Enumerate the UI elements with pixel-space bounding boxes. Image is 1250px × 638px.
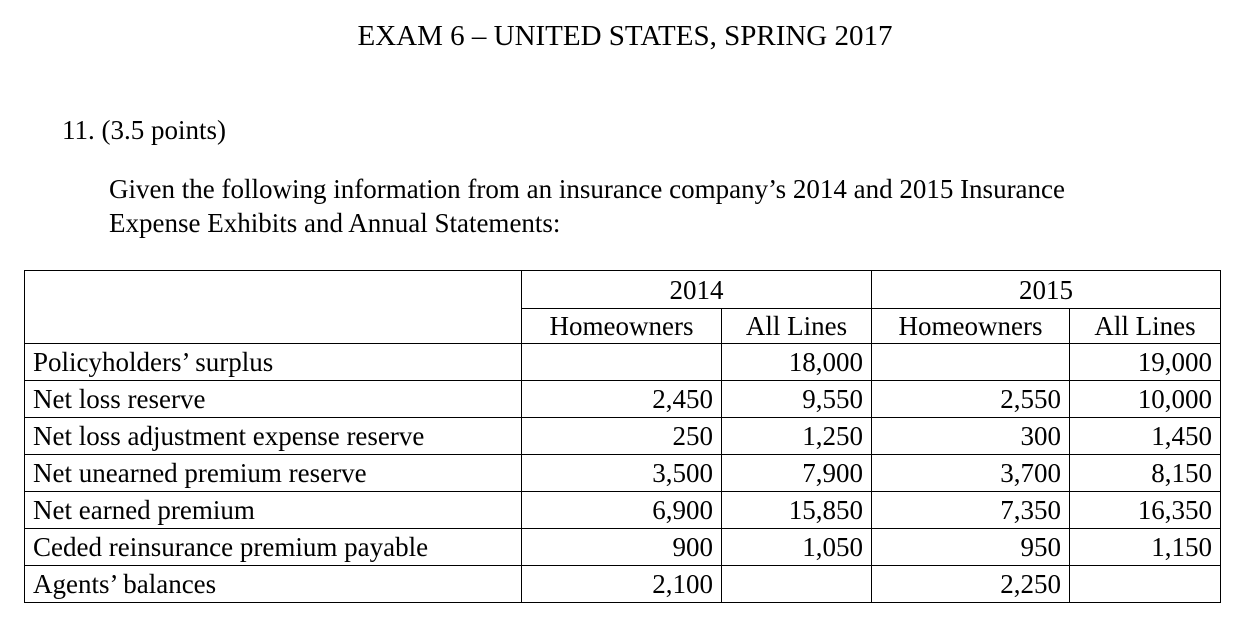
cell-value: 3,500 <box>522 455 722 492</box>
cell-value <box>1070 566 1221 603</box>
table-corner-cell <box>25 271 522 344</box>
cell-value: 250 <box>522 418 722 455</box>
cell-value: 9,550 <box>722 381 872 418</box>
table-row <box>25 344 1221 381</box>
cell-value: 7,350 <box>872 492 1070 529</box>
cell-value: 2,550 <box>872 381 1070 418</box>
row-label: Net loss adjustment expense reserve <box>25 418 522 455</box>
question-number: 11. (3.5 points) <box>62 115 226 145</box>
cell-value <box>722 566 872 603</box>
intro-line-1: Given the following information from an insurance company’s 2014 and 2015 Insurance <box>109 174 1066 204</box>
cell-value: 2,100 <box>522 566 722 603</box>
row-label: Ceded reinsurance premium payable <box>25 529 522 566</box>
subheader-homeowners-2015: Homeowners <box>872 309 1070 344</box>
cell-value: 8,150 <box>1070 455 1221 492</box>
cell-value: 3,700 <box>872 455 1070 492</box>
row-label: Agents’ balances <box>25 566 522 603</box>
cell-value: 1,050 <box>722 529 872 566</box>
table-year-header-row <box>25 271 1221 309</box>
cell-value: 950 <box>872 529 1070 566</box>
question-intro <box>109 172 1209 240</box>
cell-value: 6,900 <box>522 492 722 529</box>
exhibit-table <box>24 270 1221 603</box>
row-label: Net earned premium <box>25 492 522 529</box>
table-row <box>25 566 1221 603</box>
cell-value: 15,850 <box>722 492 872 529</box>
year-header-2014: 2014 <box>522 271 872 309</box>
row-label: Net loss reserve <box>25 381 522 418</box>
cell-value: 10,000 <box>1070 381 1221 418</box>
cell-value: 19,000 <box>1070 344 1221 381</box>
subheader-all-lines-2014: All Lines <box>722 309 872 344</box>
subheader-homeowners-2014: Homeowners <box>522 309 722 344</box>
cell-value: 1,250 <box>722 418 872 455</box>
row-label: Net unearned premium reserve <box>25 455 522 492</box>
cell-value: 900 <box>522 529 722 566</box>
cell-value: 16,350 <box>1070 492 1221 529</box>
exam-header: EXAM 6 – UNITED STATES, SPRING 2017 <box>357 20 893 52</box>
table-row <box>25 529 1221 566</box>
subheader-all-lines-2015: All Lines <box>1070 309 1221 344</box>
table-row <box>25 418 1221 455</box>
cell-value: 18,000 <box>722 344 872 381</box>
cell-value: 1,150 <box>1070 529 1221 566</box>
cell-value: 1,450 <box>1070 418 1221 455</box>
table-row <box>25 492 1221 529</box>
cell-value <box>872 344 1070 381</box>
cell-value <box>522 344 722 381</box>
cell-value: 300 <box>872 418 1070 455</box>
cell-value: 2,450 <box>522 381 722 418</box>
year-header-2015: 2015 <box>872 271 1221 309</box>
cell-value: 2,250 <box>872 566 1070 603</box>
row-label: Policyholders’ surplus <box>25 344 522 381</box>
intro-line-2: Expense Exhibits and Annual Statements: <box>109 208 561 238</box>
table-row <box>25 455 1221 492</box>
cell-value: 7,900 <box>722 455 872 492</box>
table-row <box>25 381 1221 418</box>
